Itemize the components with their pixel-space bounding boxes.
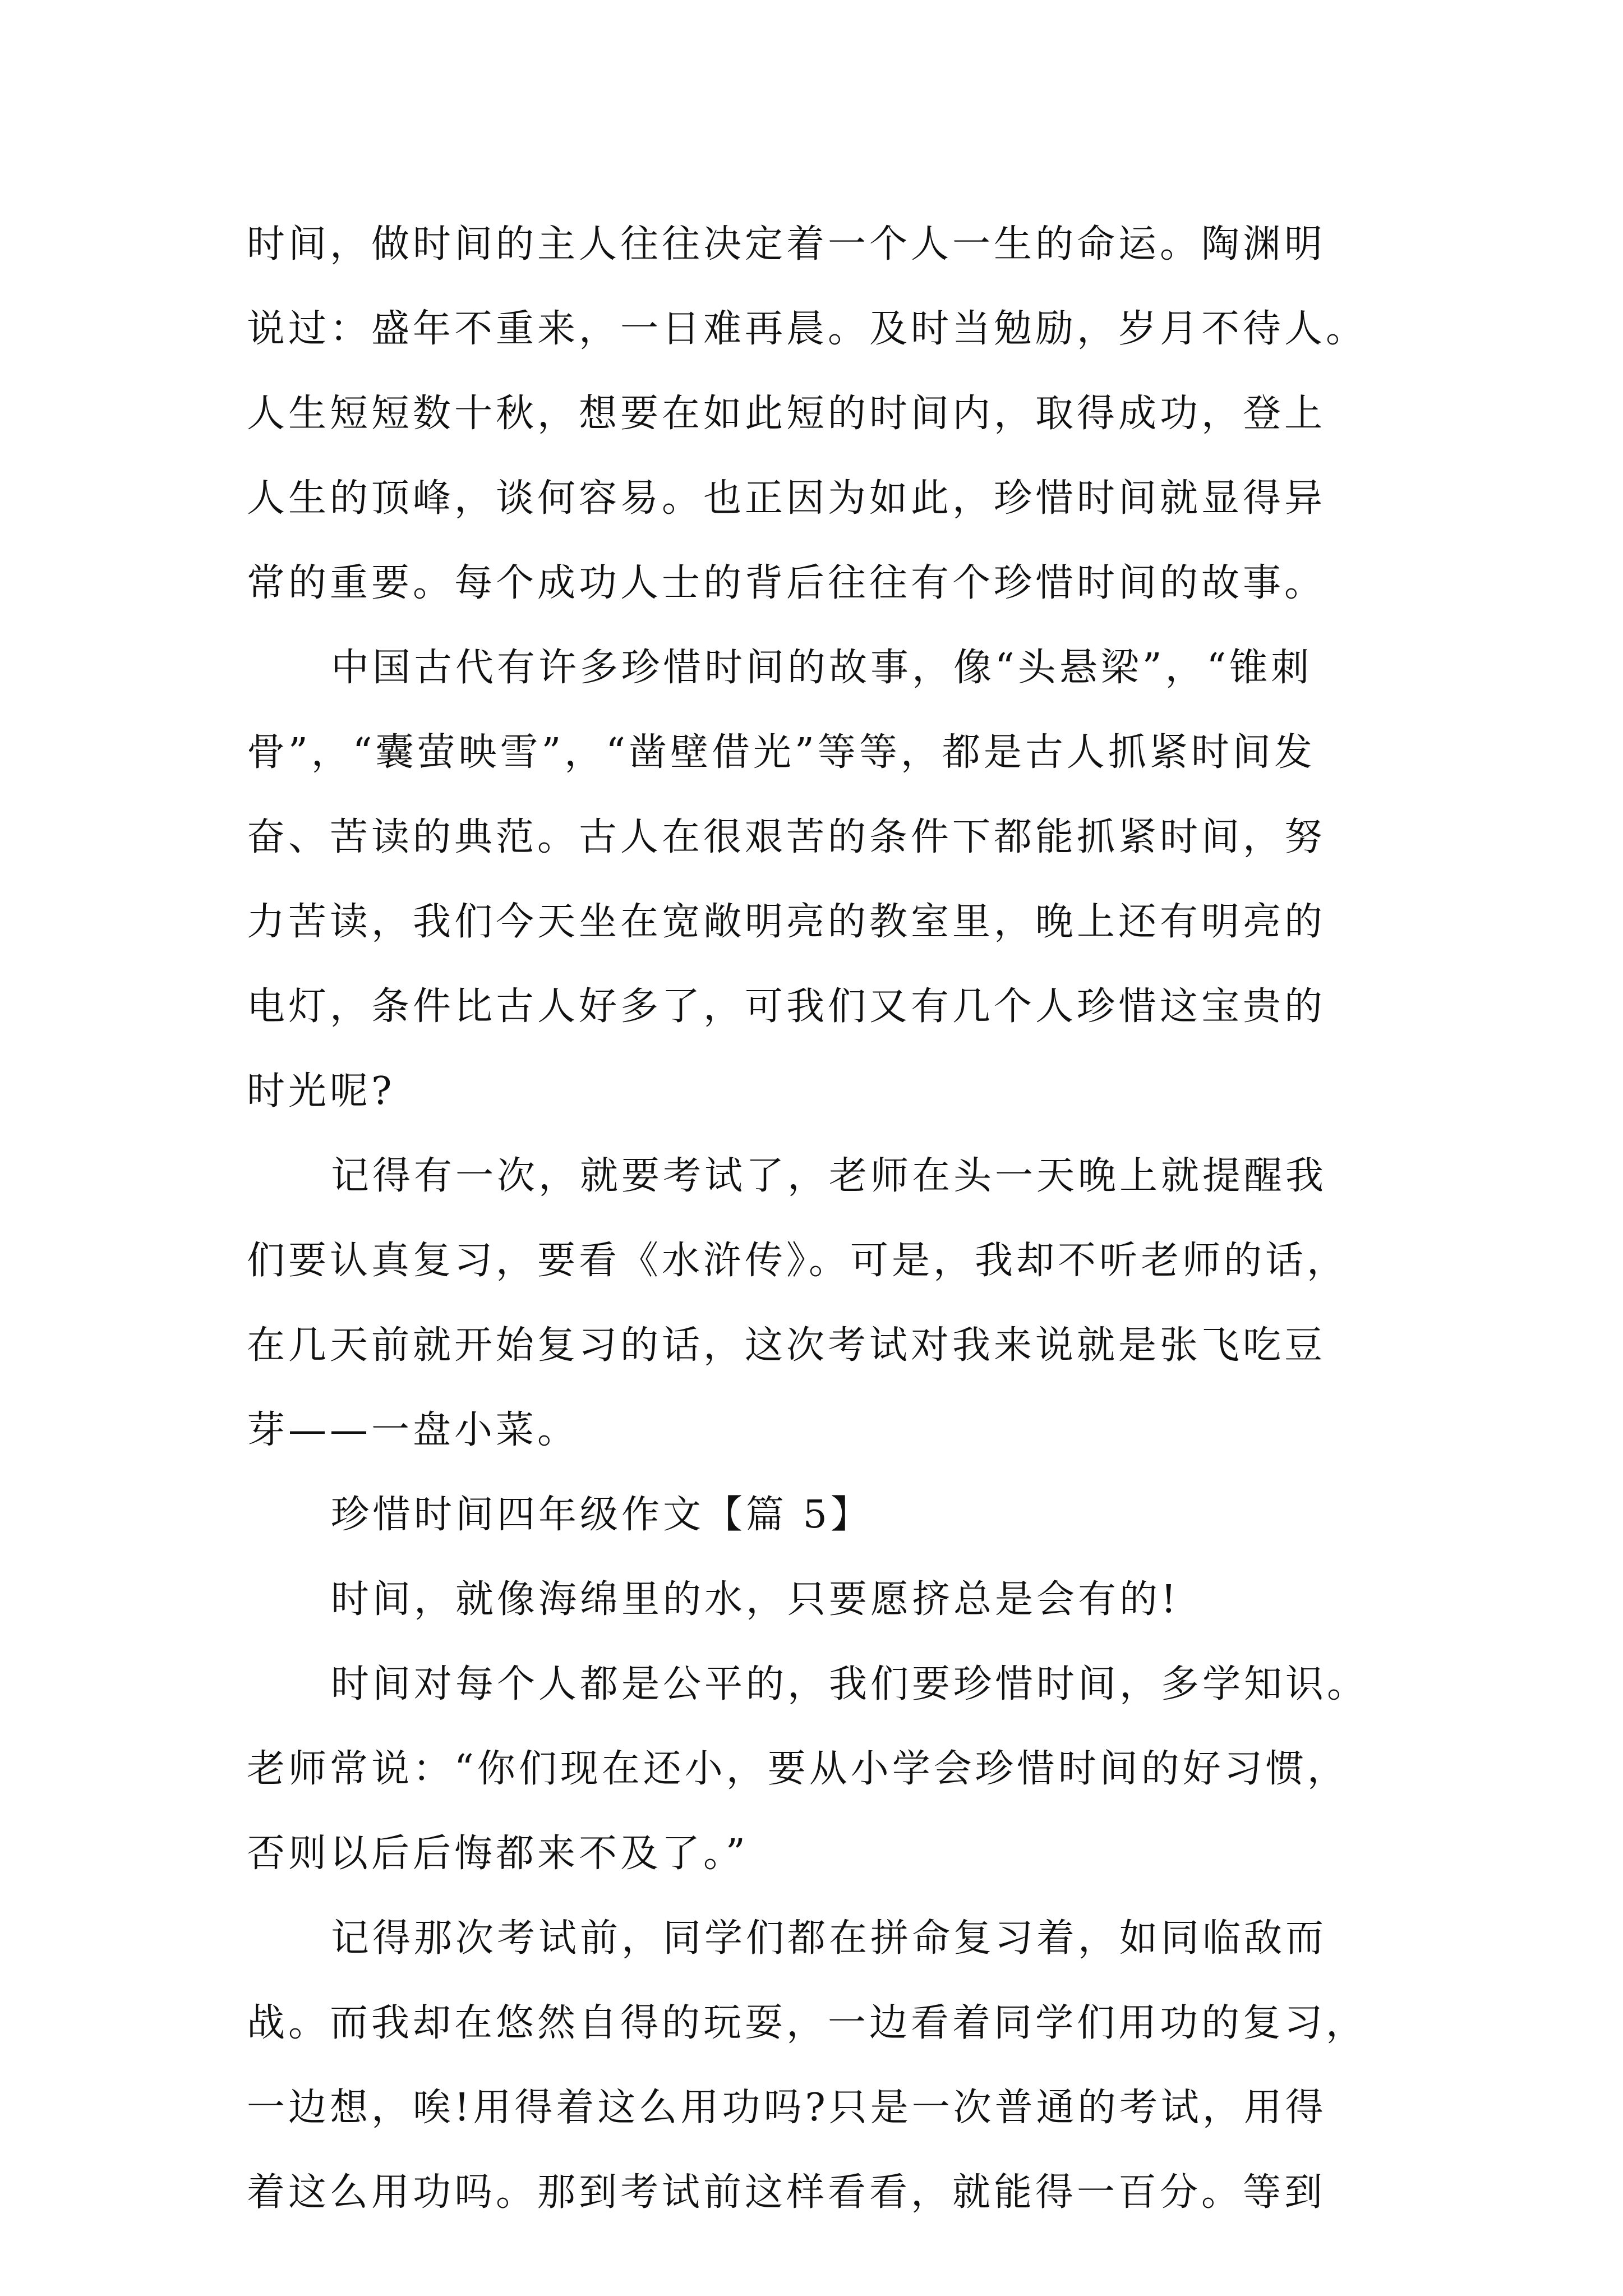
text-line: 人生的顶峰，谈何容易。也正因为如此，珍惜时间就显得异 — [247, 476, 1326, 521]
paragraph-start-line: 记得有一次，就要考试了，老师在头一天晚上就提醒我 — [331, 1154, 1327, 1198]
paragraph-start-line: 时间，就像海绵里的水，只要愿挤总是会有的! — [331, 1577, 1180, 1622]
body-text — [247, 202, 1424, 2235]
text-line: 老师常说：“你们现在还小，要从小学会珍惜时间的好习惯， — [247, 1747, 1349, 1791]
section-heading: 珍惜时间四年级作文【篇 5】 — [331, 1493, 872, 1537]
paragraph-start-line: 记得那次考试前，同学们都在拼命复习着，如同临敌而 — [331, 1916, 1327, 1961]
text-line: 人生短短数十秋，想要在如此短的时间内，取得成功，登上 — [247, 392, 1326, 436]
text-line: 否则以后后悔都来不及了。” — [247, 1832, 749, 1876]
text-line: 时间，做时间的主人往往决定着一个人一生的命运。陶渊明 — [247, 222, 1326, 266]
text-line: 说过：盛年不重来，一日难再晨。及时当勉励，岁月不待人。 — [247, 307, 1368, 351]
text-line: 在几天前就开始复习的话，这次考试对我来说就是张飞吃豆 — [247, 1323, 1326, 1368]
text-line: 奋、苦读的典范。古人在很艰苦的条件下都能抓紧时间，努 — [247, 815, 1326, 859]
text-line: 战。而我却在悠然自得的玩耍，一边看着同学们用功的复习， — [247, 2001, 1368, 2045]
paragraph-start-line: 中国古代有许多珍惜时间的故事，像“头悬梁”，“锥刺 — [331, 646, 1313, 690]
text-line: 芽——一盘小菜。 — [247, 1408, 579, 1452]
text-line: 力苦读，我们今天坐在宽敞明亮的教室里，晚上还有明亮的 — [247, 900, 1326, 944]
text-line: 电灯，条件比古人好多了，可我们又有几个人珍惜这宝贵的 — [247, 984, 1326, 1029]
text-line: 时光呢? — [247, 1069, 395, 1114]
text-line: 一边想，唉!用得着这么用功吗?只是一次普通的考试，用得 — [247, 2086, 1327, 2130]
text-line: 骨”，“囊萤映雪”，“凿壁借光”等等，都是古人抓紧时间发 — [247, 730, 1316, 775]
text-line: 常的重要。每个成功人士的背后往往有个珍惜时间的故事。 — [247, 561, 1326, 605]
text-line: 们要认真复习，要看《水浒传》。可是，我却不听老师的话， — [247, 1239, 1349, 1283]
text-line: 着这么用功吗。那到考试前这样看看，就能得一百分。等到 — [247, 2170, 1326, 2215]
paragraph-start-line: 时间对每个人都是公平的，我们要珍惜时间，多学知识。 — [331, 1662, 1369, 1706]
